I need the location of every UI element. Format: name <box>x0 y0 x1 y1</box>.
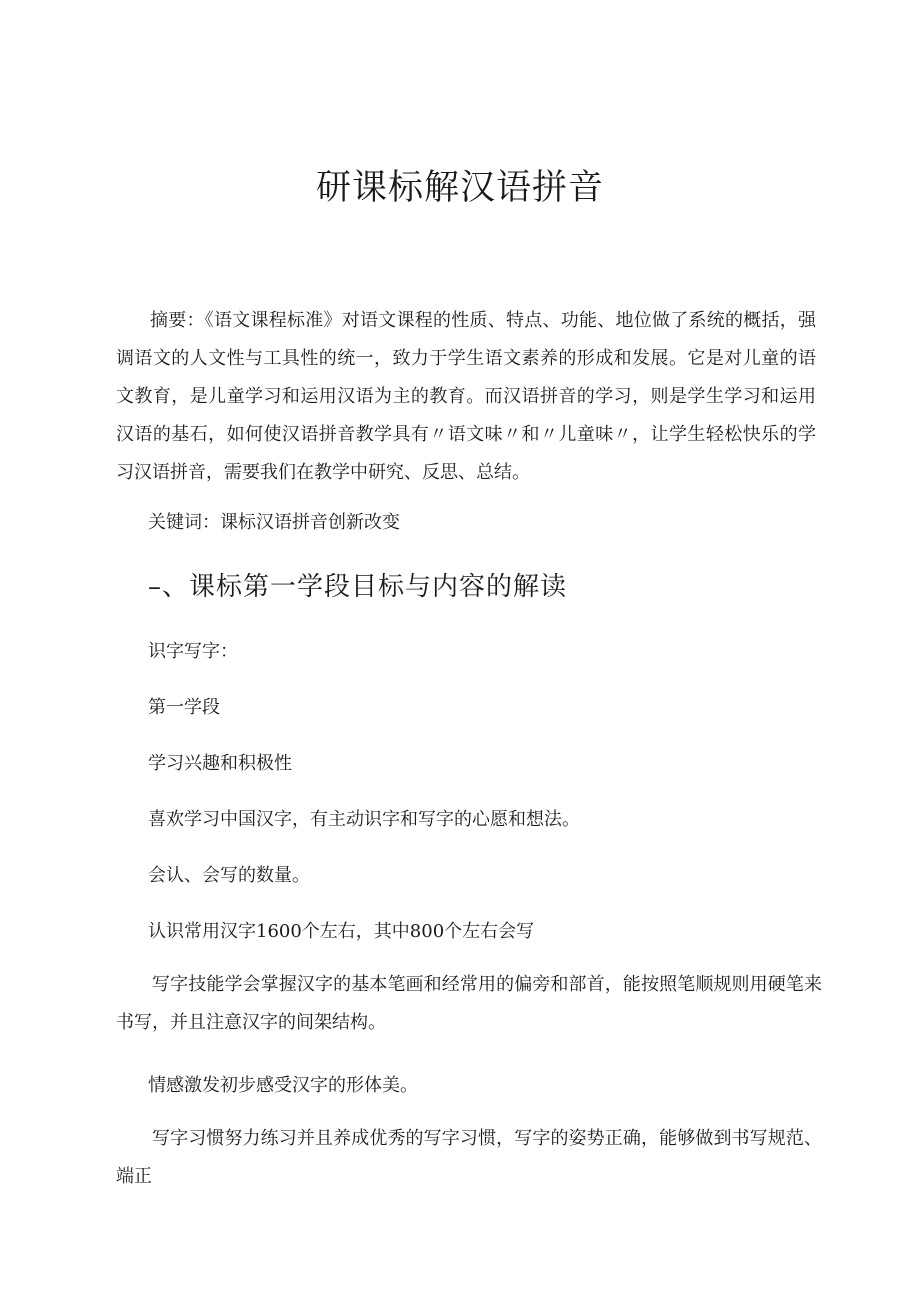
text-line-first-stage: 第一学段 <box>148 697 220 718</box>
text-line-interest: 学习兴趣和积极性 <box>148 753 292 774</box>
keywords-line: 关键词：课标汉语拼音创新改变 <box>148 512 400 533</box>
text-line-character-count: 认识常用汉字1600个左右，其中800个左右会写 <box>148 921 535 942</box>
text-line-literacy: 识字写字： <box>148 641 238 662</box>
section-heading: –、课标第一学段目标与内容的解读 <box>148 572 568 602</box>
paragraph-writing-habit: 写字习惯努力练习并且养成优秀的写字习惯，写字的姿势正确，能够做到书写规范、端正 <box>116 1128 822 1187</box>
text-line-enjoy-learning: 喜欢学习中国汉字，有主动识字和写字的心愿和想法。 <box>148 809 580 830</box>
abstract-paragraph: 摘要：《语文课程标准》对语文课程的性质、特点、功能、地位做了系统的概括，强调语文的人文性与工具性的统一，致力于学生语文素养的形成和发展。它是对儿童的语文教育，是儿童学习和运用汉语为主的教育。而汉语拼音的学习，则是学生学习和运用汉语的基石，如何使汉语拼音教学具有〃语文味〃和〃儿童味〃，让学生轻松快乐的学习汉语拼音，需要我们在教学中研究、反思、总结。 <box>116 310 816 483</box>
text-line-emotion: 情感激发初步感受汉字的形体美。 <box>148 1075 418 1096</box>
page-title: 研课标解汉语拼音 <box>315 168 604 208</box>
text-line-quantity: 会认、会写的数量。 <box>148 865 310 886</box>
paragraph-writing-skill: 写字技能学会掌握汉字的基本笔画和经常用的偏旁和部首，能按照笔顺规则用硬笔来书写，并且注意汉字的间架结构。 <box>116 974 822 1033</box>
